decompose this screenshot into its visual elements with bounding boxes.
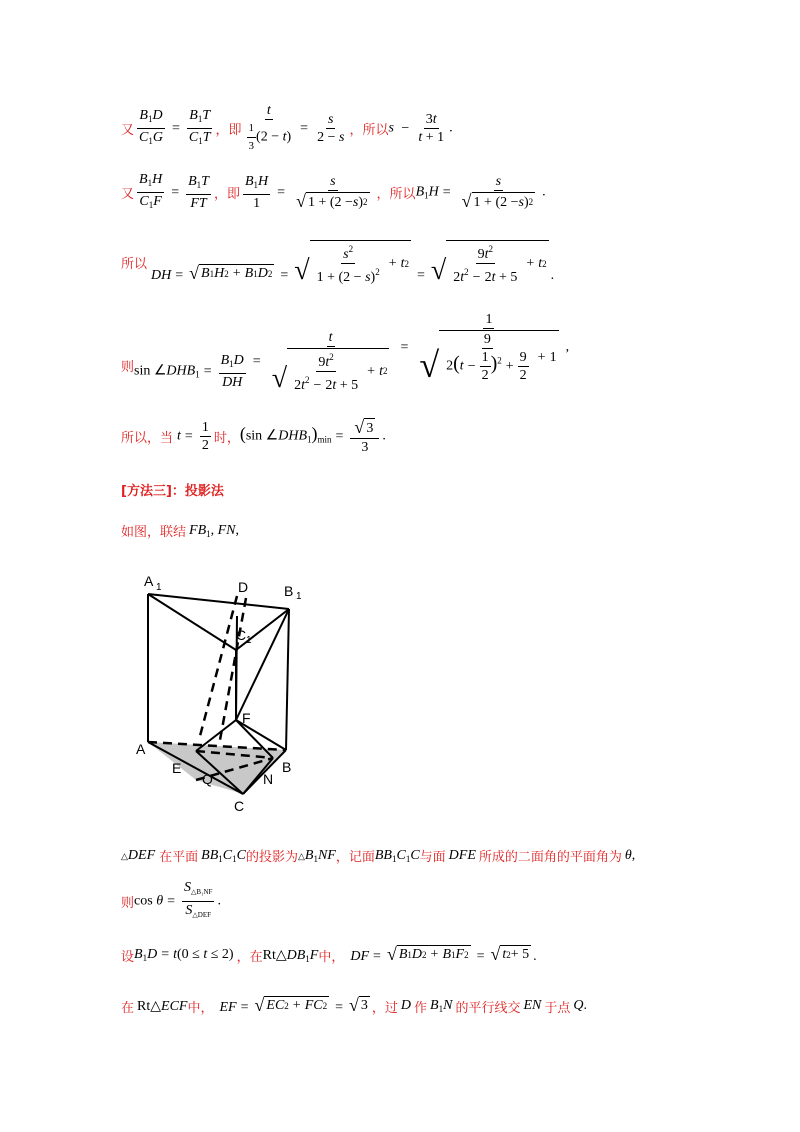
label-d: D [238,579,249,595]
math-ef: EF = √ EC 2 + FC 2 = √ 3 [219,995,368,1015]
method-three-title: [方法三]：投影法 [121,484,224,499]
text-shi: 时， [213,431,240,446]
label-f: F [242,710,251,726]
text-zuo: 作 [414,1000,428,1016]
label-b1-sub: 1 [296,591,302,602]
text-you-1: 又 [121,123,135,138]
math-theta: θ, [624,847,636,863]
text-zai-1: ，在 [236,949,263,965]
label-b: B [282,759,292,775]
line-1 [121,103,453,154]
math-rt-ecf: Rt△ECF [137,998,188,1014]
math-en: EN [523,998,542,1013]
math-b1d-t: $B_1D = t(0 \le t \le 2)$ [134,947,234,963]
label-e: E [172,760,182,776]
method-heading [121,480,224,499]
text-zhong-2: 中， [187,1000,214,1016]
math-s-expr: s − $\frac{3t}{t + 1}$ . [388,112,453,145]
text-yudian: 于点 [544,1000,571,1016]
math-d: D [400,998,412,1013]
text-ji-1: ，即 [215,123,242,138]
line-7 [121,846,635,865]
text-jimian: ，记面 [335,850,375,865]
math-tri-def: △DEF [121,847,156,863]
label-c: C [234,798,245,814]
label-a1: A [144,573,154,589]
text-ji-2: ，即 [213,187,240,202]
text-rutu: 如图，联结 [121,525,187,540]
prism-figure [136,568,336,818]
math-sin-dhb1: $\sin \angle DHB_1$ = $\frac{B_1D}{DH}$ [134,353,244,390]
line-8 [121,880,221,923]
math-sin-min: = 1 √ 9 2(t − $\frac{1}{2}$ )$^2$ + $\frac{9}{2}$ + 1 , [400,312,570,385]
text-dang: 所以，当 [121,431,174,446]
text-suoyi-2: ，所以 [376,187,416,202]
math-t-half: t = $\frac{1}{2}$ [177,420,209,453]
math-fb1-fn: $FB_1$, FN, [189,522,240,539]
line-5 [121,418,386,455]
line-10 [121,996,587,1016]
line-3 [121,240,554,285]
math-bb1c1c-1: $BB_1C_1C$ [201,847,246,864]
label-q: Q [202,771,213,787]
text-touyingwei: 的投影为 [245,850,298,865]
line-6 [121,521,239,540]
math-ratio-2: t $\frac{1}{3}$ (2 − t) = $\frac{s}{2 - s}$ [248,103,345,152]
math-sin-expr: = t √ $\frac{9t^2}{2t^2 - 2t + 5}$ + t 2 [252,330,388,394]
math-df: DF = √ B 1 D 2 + B 1 F 2 = √ t 2 + 5 . [350,944,537,964]
label-a: A [136,741,146,757]
text-guo: ，过 [371,1000,398,1016]
text-ercmianjiao: 所成的二面角的平面角为 [478,850,622,865]
math-tri-b1nf: $\triangle B_1NF$ [297,847,336,864]
math-bb1c1c-2: $BB_1C_1C$ [374,847,420,864]
text-zai-2: 在 [121,1000,135,1016]
text-zaipingmian: 在平面 [159,850,199,865]
text-suoyi-3: 所以 [121,257,148,272]
label-n: N [263,771,274,787]
math-ratio-1: $\frac{B_1D}{C_1G}$ = $\frac{B_1T}{C_1T}$ [139,108,211,146]
text-she: 设 [121,949,135,965]
math-cos-theta: cos θ = $\frac{S_{\triangle B_1NF}}{S_{\triangle DEF}}$ . [134,880,221,919]
text-suoyi-1: ，所以 [349,123,389,138]
math-q: Q. [573,998,587,1013]
math-dfe: DFE [448,847,476,863]
math-dh: DH = √ B 1 H 2 + B 1 D 2 = √ $\frac{s^2}{1 + (2 - s)^2}$ + t 2 = √ $\frac{9t^2}{2t^2 - 2t + 5}$ + t 2 . [151,240,554,285]
text-ze-2: 则 [121,896,135,911]
text-you-2: 又 [121,187,135,202]
math-sin-result: (sin $\angle DHB_1)_{min}$ = √ 3 3 . [239,417,386,455]
label-c1: C [236,627,247,643]
text-ze-1: 则 [121,360,135,375]
text-zhong-1: 中， [318,949,345,965]
label-c1-sub: 1 [246,635,252,646]
math-ratio-4: $\frac{B_1H}{1}$ = s √ 1 + (2 − s ) 2 [244,174,368,211]
math-rt-db1f: $Rt\triangle DB_1F$ [262,947,319,964]
text-yumian: 与面 [419,850,446,865]
label-a1-sub: 1 [156,582,162,593]
text-pingxing: 的平行线交 [455,1000,521,1016]
math-b1h: $B_1H$ = s √ 1 + (2 − s ) 2 . [415,174,546,211]
line-2 [121,172,546,213]
math-ratio-3: $\frac{B_1H}{C_1F}$ = $\frac{B_1T}{FT}$ [139,172,209,211]
line-9 [121,945,537,965]
label-b1: B [284,583,294,599]
line-4 [121,310,569,393]
math-b1n: $B_1N$ [430,998,453,1014]
